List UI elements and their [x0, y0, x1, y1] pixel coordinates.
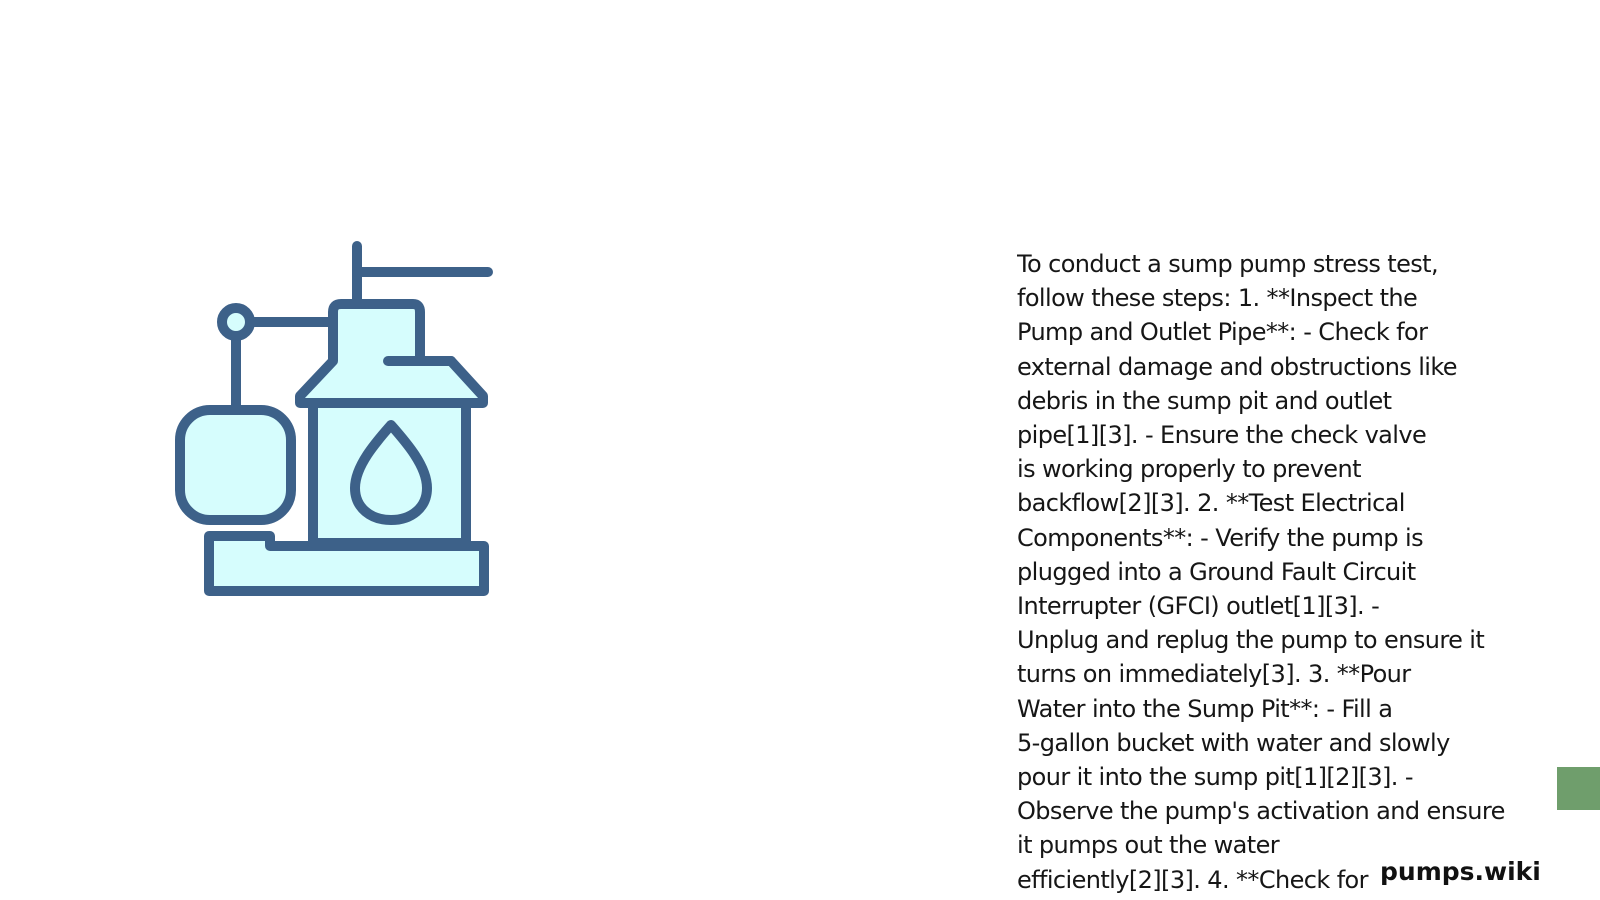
- sump-pump-illustration: [170, 236, 510, 606]
- site-brand[interactable]: pumps.wiki: [1378, 855, 1543, 889]
- float-switch: [180, 410, 291, 520]
- article-body-text: To conduct a sump pump stress test, follow these steps: 1. **Inspect the Pump and Outlet Pipe**: - Check for external damage and obstructions like debris in the sump pit and outlet pipe[1][3]. - Ensure the check valve is working properly to prevent backflow[2][3]. 2. **Test Electrical Components**: - Verify the pump is plugged into a Ground Fault Circuit Interrupter (GFCI) outlet[1][3]. - Unplug and replug the pump to ensure it turns on immediately[3]. 3. **Pour Water into the Sump Pit**: - Fill a 5-gallon bucket with water and slowly pour it into the sump pit[1][2][3]. - Observe the pump's activation and ensure it pumps out the water efficiently[2][3]. 4. **Check for: [1017, 250, 1505, 894]
- side-accent-tab[interactable]: [1557, 767, 1600, 810]
- sump-pump-icon: [170, 236, 510, 606]
